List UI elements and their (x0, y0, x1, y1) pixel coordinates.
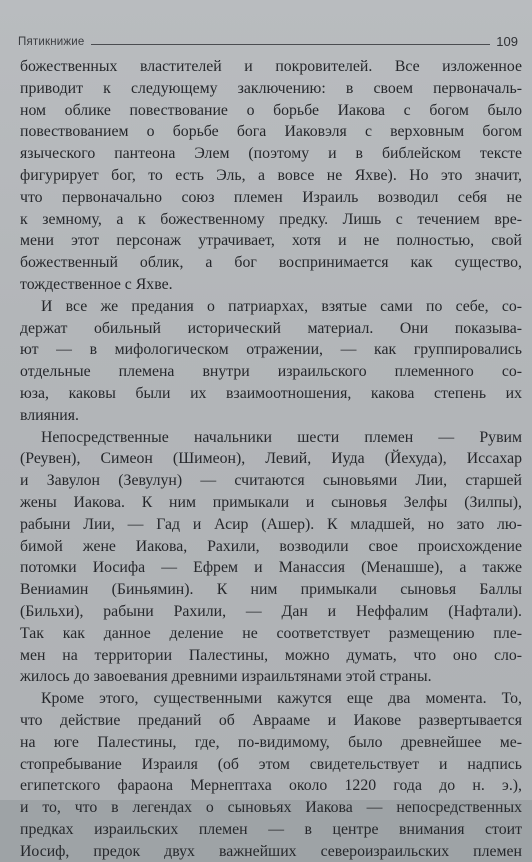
text-line: жены Иакова. К ним примыкали и сыновья Зелфы (Зилпы), (20, 493, 522, 511)
text-line: рабыни Лии, — Гад и Асир (Ашер). К младшей, но зато лю- (20, 515, 522, 533)
text-line: Кроме этого, существенными кажутся еще два момента. То, (41, 690, 522, 708)
text-line: юза, каковы были их взаимоотношения, какова степень их (20, 384, 522, 402)
text-line: что первоначально союз племен Израиль возводил себя не (20, 188, 522, 206)
text-line: и то, что в легендах о сыновьях Иакова — непосредственных (20, 799, 522, 817)
text-line: Вениамин (Биньямин). К ним примыкали сыновья Баллы (20, 581, 522, 599)
page-number: 109 (496, 34, 518, 49)
text-line: ном облике повествование о борьбе Иакова с богом было (20, 101, 522, 119)
header-rule (91, 44, 491, 45)
text-line: жилось до завоевания древними израильтянами этой страны. (20, 668, 432, 686)
text-line: на юге Палестины, где, по-видимому, было древнейшее ме- (20, 733, 522, 751)
text-line: Так как данное деление не соответствует размещению пле- (20, 624, 522, 642)
text-line: И все же предания о патриархах, взятые сами по себе, со- (41, 297, 522, 315)
text-line: Непосредственные начальники шести племен — Рувим (41, 428, 522, 446)
text-line: потомки Иосифа — Ефрем и Манассия (Менашше), а также (20, 559, 522, 577)
text-line: что действие преданий об Аврааме и Иакове развертывается (20, 711, 522, 729)
text-line: языческого пантеона Элем (поэтому и в библейском тексте (20, 145, 522, 163)
text-line: мени этот персонаж утрачивает, хотя и не полностью, свой (20, 232, 522, 250)
text-line: держат обильный исторический материал. Они показыва- (20, 319, 522, 337)
text-line: отдельные племена внутри израильского племенного со- (20, 363, 522, 381)
text-line: божественных властителей и покровителей. Все изложенное (20, 58, 522, 75)
text-line: египетского фараона Мернептаха около 1220 года до н. э.), (20, 777, 522, 795)
text-line: бимой жене Иакова, Рахили, возводили свое происхождение (20, 537, 522, 555)
text-line: Иосиф, предок двух важнейших североизраильских племен (20, 842, 522, 860)
body-text (20, 56, 522, 862)
text-line: влияния. (20, 406, 79, 424)
text-line: повествованием о борьбе бога Иаковэля с верховным богом (20, 123, 522, 141)
text-line: к земному, а к божественному предку. Лишь с течением вре- (20, 210, 522, 228)
text-line: и Завулон (Зевулун) — считаются сыновьями Лии, старшей (20, 472, 522, 490)
text-line: предках израильских племен — в центре внимания стоит (20, 820, 522, 838)
text-line: божественный облик, а бог воспринимается как существо, (20, 254, 522, 272)
text-line: приводит к следующему заключению: в своем первоначаль- (20, 79, 522, 97)
running-header (18, 30, 518, 50)
text-line: мен на территории Палестины, можно думать, что оно сло- (20, 646, 522, 664)
text-line: ют — в мифологическом отражении, — как группировались (20, 341, 522, 359)
text-line: тождественное с Яхве. (20, 275, 173, 293)
text-line: (Бильхи), рабыни Рахили, — Дан и Неффалим (Нафтали). (20, 602, 522, 620)
running-header-title: Пятикнижие (18, 36, 85, 48)
text-line: (Реувен), Симеон (Шимеон), Левий, Иуда (Йехуда), Иссахар (20, 450, 522, 468)
text-line: стопребывание Израиля (об этом свидетельствует и надпись (20, 755, 522, 773)
text-line: фигурирует бог, то есть Эль, а вовсе не Яхве). Но это значит, (20, 166, 522, 184)
